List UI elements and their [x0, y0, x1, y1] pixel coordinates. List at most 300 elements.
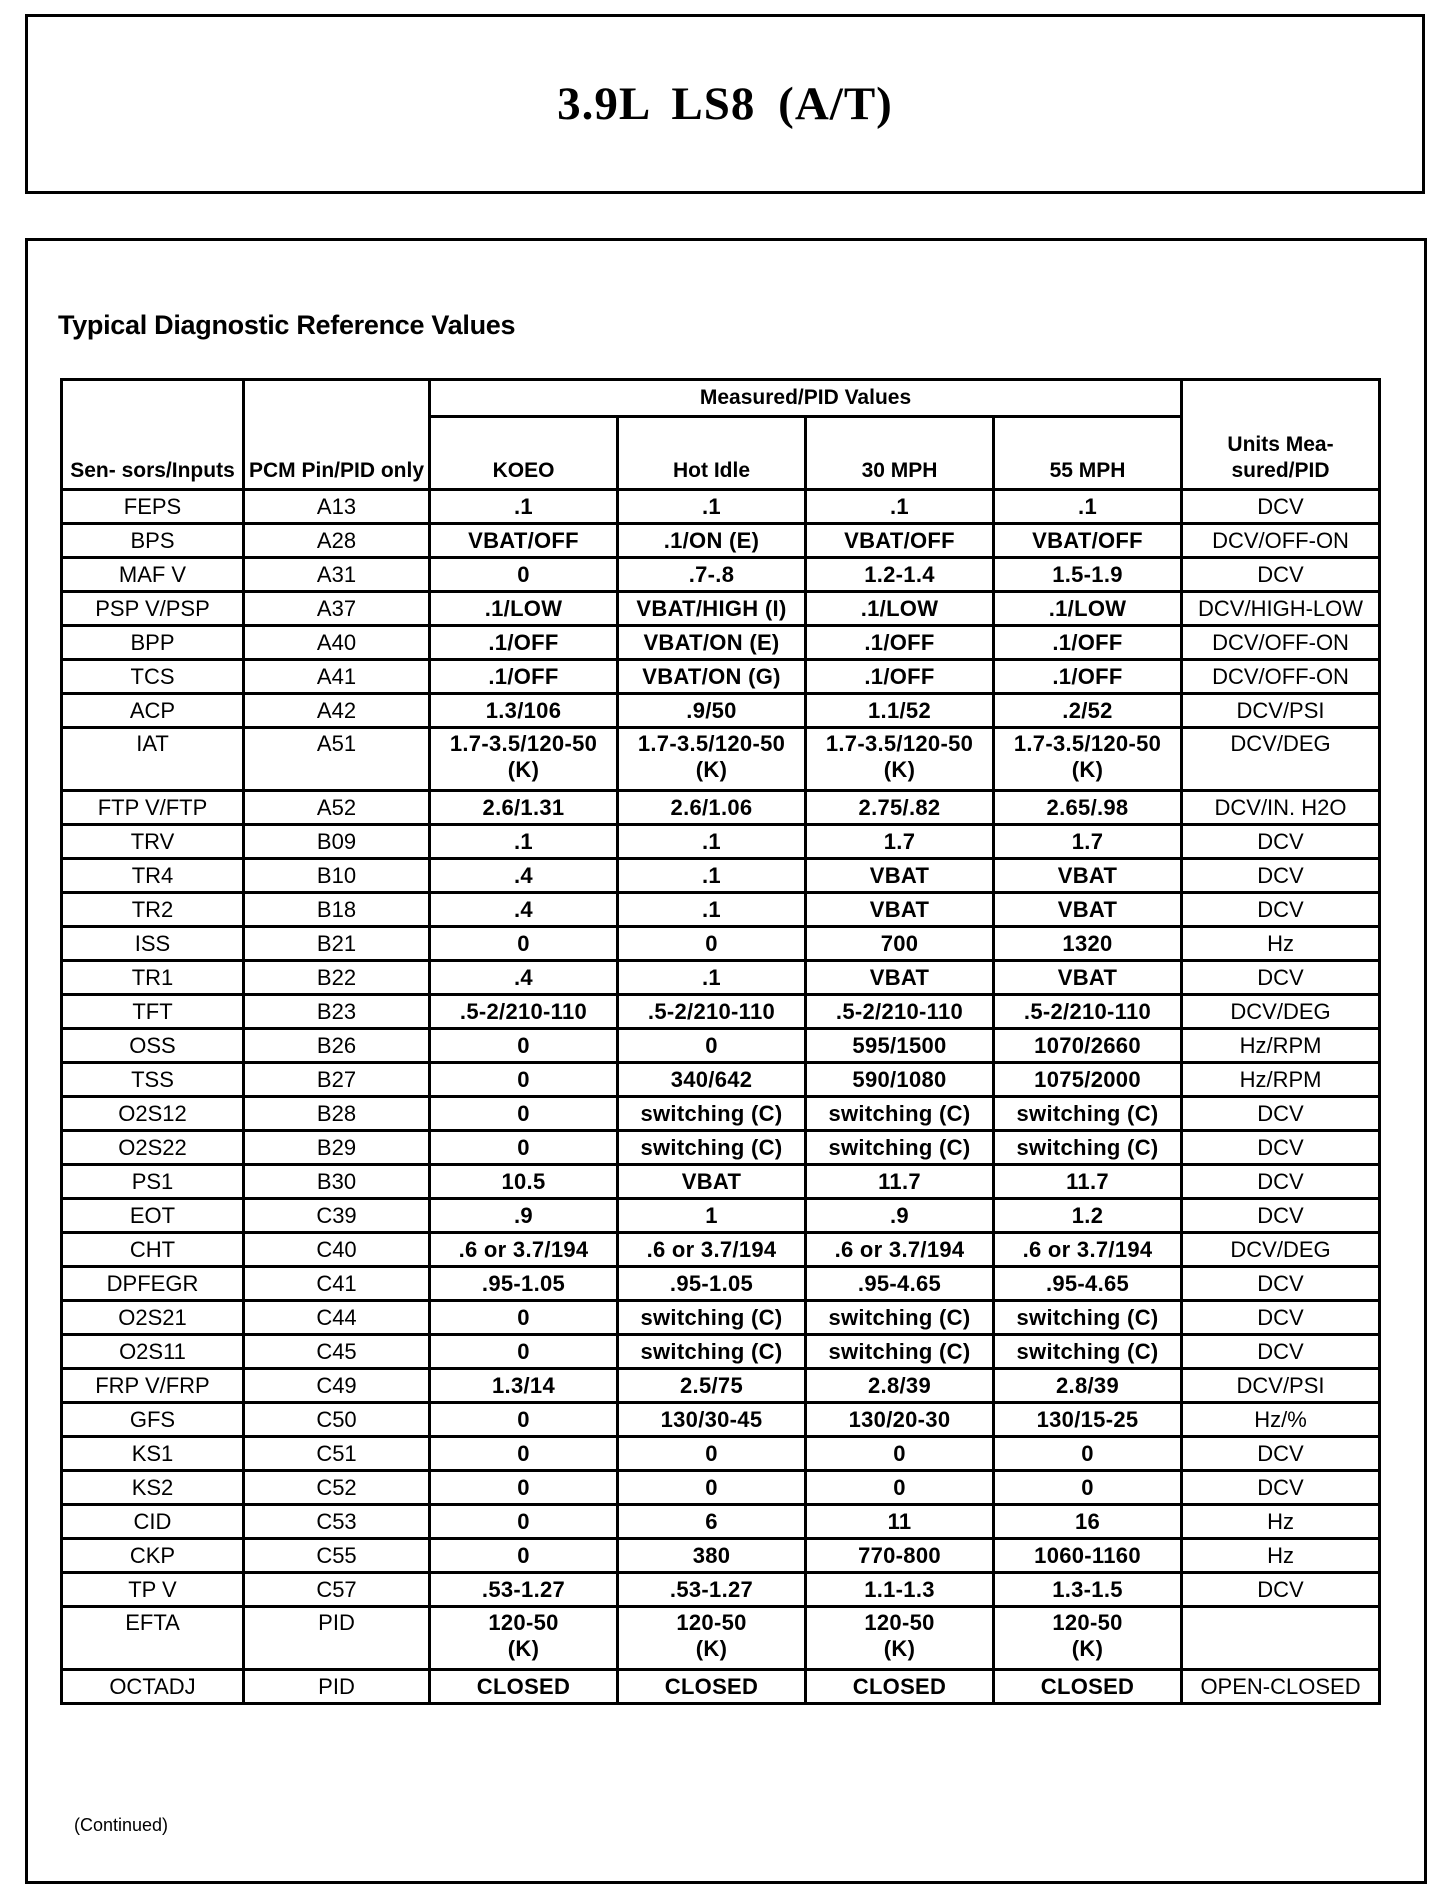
mph55-value [994, 694, 1182, 728]
table-row [62, 1131, 1380, 1165]
table-row [62, 1573, 1380, 1607]
hot-idle-value-text: switching (C) [640, 1134, 783, 1160]
mph30-value-text: switching (C) [828, 1304, 971, 1330]
mph55-value-text: .95-4.65 [1045, 1270, 1130, 1296]
mph30-value [806, 1505, 994, 1539]
hot-idle-value [618, 1097, 806, 1131]
pcm-pin [244, 1131, 430, 1165]
mph30-value-text: .5-2/210-110 [835, 998, 964, 1024]
units-value-text: DCV [1257, 1338, 1304, 1364]
header-units: Units Mea- sured/PID [1182, 380, 1380, 490]
header-pin: PCM Pin/PID only [244, 380, 430, 490]
hot-idle-value [618, 626, 806, 660]
pcm-pin-text: A51 [316, 731, 357, 756]
mph30-value [806, 1063, 994, 1097]
mph55-value [994, 1267, 1182, 1301]
hot-idle-value-text: 2.5/75 [680, 1372, 743, 1398]
pcm-pin [244, 1165, 430, 1199]
mph30-value-text: VBAT [869, 862, 930, 888]
table-row [62, 1267, 1380, 1301]
hot-idle-value [618, 1539, 806, 1573]
pcm-pin-text: B28 [316, 1100, 357, 1126]
sensor-name-text: PS1 [131, 1168, 174, 1194]
mph55-value [994, 1233, 1182, 1267]
mph30-value-text: .1/OFF [864, 663, 935, 689]
mph30-value [806, 791, 994, 825]
hot-idle-value [618, 1301, 806, 1335]
units-value-text: DCV/DEG [1230, 998, 1331, 1024]
koeo-value-text: 10.5 [501, 1168, 546, 1194]
mph30-value-text: .1 [890, 493, 909, 519]
units-value [1182, 961, 1380, 995]
units-value-text: DCV [1257, 561, 1304, 587]
units-value [1182, 1369, 1380, 1403]
mph55-value-text: .1/LOW [1048, 595, 1127, 621]
hot-idle-value-text: 0 [705, 930, 718, 956]
koeo-value [430, 825, 618, 859]
mph30-value [806, 1403, 994, 1437]
units-value [1182, 694, 1380, 728]
koeo-value-text: 1.3/106 [485, 697, 562, 723]
units-value-text: DCV [1257, 1576, 1304, 1602]
pcm-pin-text: A37 [316, 595, 357, 621]
koeo-value-text: CLOSED [476, 1673, 571, 1699]
table-row [62, 1165, 1380, 1199]
pcm-pin-text: C52 [316, 1474, 357, 1500]
units-value-text: Hz/RPM [1239, 1066, 1322, 1092]
units-value-text: Hz/RPM [1239, 1032, 1322, 1058]
hot-idle-value [618, 592, 806, 626]
koeo-value-text: 0 [517, 1440, 530, 1466]
mph55-value-text: VBAT/OFF [1032, 527, 1143, 553]
units-value [1182, 626, 1380, 660]
units-value-text: DCV/OFF-ON [1212, 527, 1349, 553]
koeo-value [430, 1131, 618, 1165]
table-row [62, 558, 1380, 592]
mph30-value-text: 1.7-3.5/120-50 [825, 731, 974, 756]
table-row [62, 1437, 1380, 1471]
units-value [1182, 490, 1380, 524]
units-value-text: DCV [1257, 896, 1304, 922]
pcm-pin [244, 728, 430, 791]
hot-idle-value-text: 0 [705, 1474, 718, 1500]
koeo-value [430, 791, 618, 825]
pcm-pin-text: A31 [316, 561, 357, 587]
pcm-pin [244, 961, 430, 995]
units-value-text: DCV/IN. H2O [1214, 794, 1347, 820]
units-value-text: Hz [1267, 930, 1294, 956]
koeo-value [430, 1573, 618, 1607]
mph30-value [806, 1607, 994, 1670]
mph30-value-text: .95-4.65 [857, 1270, 942, 1296]
units-value-text: DCV [1257, 828, 1304, 854]
pcm-pin-text: C51 [316, 1440, 357, 1466]
pcm-pin-text: C45 [316, 1338, 357, 1364]
units-value-text: Hz/% [1254, 1406, 1307, 1432]
koeo-value-text: 0 [517, 1066, 530, 1092]
mph55-value-text: 1.7 [1071, 828, 1104, 854]
koeo-value-text: .4 [514, 896, 533, 922]
pcm-pin-text: B27 [316, 1066, 357, 1092]
hot-idle-value-text: 1 [705, 1202, 718, 1228]
table-row [62, 927, 1380, 961]
sensor-name [62, 1403, 244, 1437]
mph30-value [806, 626, 994, 660]
mph30-value-text: 1.7 [883, 828, 916, 854]
table-row [62, 961, 1380, 995]
table-body [62, 490, 1380, 1704]
units-value [1182, 1029, 1380, 1063]
mph55-value-text: 16 [1074, 1508, 1101, 1534]
pcm-pin-text: B29 [316, 1134, 357, 1160]
koeo-value-line2: (K) [507, 757, 540, 782]
sensor-name [62, 1199, 244, 1233]
mph30-value-text: 1.1-1.3 [864, 1576, 935, 1602]
pcm-pin-text: C40 [316, 1236, 357, 1262]
hot-idle-value-text: 1.7-3.5/120-50 [637, 731, 786, 756]
units-value [1182, 791, 1380, 825]
mph30-value-text: 770-800 [858, 1542, 941, 1568]
hot-idle-value [618, 660, 806, 694]
mph55-value-text: VBAT [1057, 862, 1118, 888]
hot-idle-value [618, 490, 806, 524]
units-value [1182, 524, 1380, 558]
sensor-name-text: FTP V/FTP [97, 794, 208, 820]
pcm-pin-text: B22 [316, 964, 357, 990]
units-value [1182, 859, 1380, 893]
hot-idle-value-text: 0 [705, 1032, 718, 1058]
koeo-value-text: 0 [517, 1508, 530, 1534]
mph55-value [994, 1437, 1182, 1471]
sensor-name-text: FEPS [123, 493, 182, 519]
sensor-name-text: PSP V/PSP [95, 595, 210, 621]
pcm-pin [244, 694, 430, 728]
mph55-value-text: 130/15-25 [1036, 1406, 1139, 1432]
table-row [62, 694, 1380, 728]
koeo-value [430, 1301, 618, 1335]
hot-idle-value-text: VBAT/HIGH (I) [636, 595, 787, 621]
units-value-text: DCV [1257, 1100, 1304, 1126]
mph55-value-line2: (K) [1071, 1636, 1104, 1661]
hot-idle-value-text: .1/ON (E) [663, 527, 760, 553]
koeo-value [430, 728, 618, 791]
koeo-value [430, 1063, 618, 1097]
hot-idle-value [618, 1505, 806, 1539]
koeo-value [430, 1199, 618, 1233]
sensor-name [62, 1165, 244, 1199]
pcm-pin [244, 859, 430, 893]
hot-idle-value-text: .1 [702, 862, 721, 888]
units-value [1182, 1165, 1380, 1199]
hot-idle-value-text: switching (C) [640, 1100, 783, 1126]
hot-idle-value-text: switching (C) [640, 1338, 783, 1364]
sensor-name [62, 626, 244, 660]
sensor-name-text: O2S21 [118, 1304, 187, 1330]
sensor-name-text: ACP [129, 697, 176, 723]
pcm-pin-text: A42 [316, 697, 357, 723]
mph30-value-text: VBAT [869, 896, 930, 922]
table-row [62, 626, 1380, 660]
mph55-value-text: .1/OFF [1052, 629, 1123, 655]
mph55-value-text: 1.3-1.5 [1052, 1576, 1123, 1602]
pcm-pin-text: B23 [316, 998, 357, 1024]
koeo-value [430, 626, 618, 660]
mph55-value-text: 1.7-3.5/120-50 [1013, 731, 1162, 756]
mph55-value [994, 558, 1182, 592]
hot-idle-value-text: 120-50 [676, 1610, 747, 1635]
pcm-pin-text: C41 [316, 1270, 357, 1296]
hot-idle-value-text: VBAT/ON (E) [643, 629, 780, 655]
sensor-name [62, 1233, 244, 1267]
pcm-pin [244, 1471, 430, 1505]
hot-idle-value [618, 1403, 806, 1437]
pcm-pin [244, 1335, 430, 1369]
mph30-value [806, 1471, 994, 1505]
table-row [62, 1233, 1380, 1267]
pcm-pin-text: PID [318, 1610, 355, 1635]
header-hot-idle: Hot Idle [618, 417, 806, 490]
koeo-value-text: 0 [517, 1100, 530, 1126]
sensor-name-text: O2S11 [119, 1338, 186, 1364]
mph30-value [806, 524, 994, 558]
sensor-name-text: TR4 [131, 862, 174, 888]
hot-idle-value-line2: (K) [695, 1636, 728, 1661]
pcm-pin [244, 927, 430, 961]
koeo-value-text: VBAT/OFF [468, 527, 579, 553]
pcm-pin-text: A41 [316, 663, 357, 689]
mph55-value [994, 1165, 1182, 1199]
sensor-name-text: OSS [129, 1032, 176, 1058]
sensor-name-text: TCS [130, 663, 175, 689]
units-value-text: DCV [1257, 1440, 1304, 1466]
units-value [1182, 1301, 1380, 1335]
mph30-value [806, 558, 994, 592]
pcm-pin [244, 592, 430, 626]
mph30-value-text: .6 or 3.7/194 [834, 1236, 965, 1262]
mph30-value [806, 694, 994, 728]
hot-idle-value-text: 380 [692, 1542, 731, 1568]
mph30-value-text: switching (C) [828, 1100, 971, 1126]
units-value [1182, 1267, 1380, 1301]
koeo-value [430, 1233, 618, 1267]
mph55-value-text: .6 or 3.7/194 [1022, 1236, 1153, 1262]
sensor-name [62, 592, 244, 626]
pcm-pin [244, 1097, 430, 1131]
table-row [62, 859, 1380, 893]
koeo-value-text: .4 [514, 862, 533, 888]
mph30-value [806, 825, 994, 859]
pcm-pin [244, 524, 430, 558]
sensor-name-text: ISS [134, 930, 171, 956]
sensor-name [62, 1335, 244, 1369]
pcm-pin [244, 660, 430, 694]
koeo-value-line2: (K) [507, 1636, 540, 1661]
sensor-name [62, 995, 244, 1029]
sensor-name [62, 524, 244, 558]
pcm-pin-text: A40 [316, 629, 357, 655]
units-value-text: DCV [1257, 1270, 1304, 1296]
hot-idle-value [618, 1267, 806, 1301]
header-koeo: KOEO [430, 417, 618, 490]
sensor-name [62, 1063, 244, 1097]
mph55-value [994, 1029, 1182, 1063]
mph30-value [806, 1369, 994, 1403]
koeo-value-text: .9 [514, 1202, 533, 1228]
pcm-pin [244, 825, 430, 859]
sensor-name-text: FRP V/FRP [95, 1372, 210, 1398]
hot-idle-value [618, 1131, 806, 1165]
koeo-value-text: 0 [517, 1032, 530, 1058]
koeo-value-text: 0 [517, 1406, 530, 1432]
mph30-value [806, 1267, 994, 1301]
pcm-pin-text: B26 [316, 1032, 357, 1058]
mph30-value [806, 1131, 994, 1165]
mph55-value [994, 1335, 1182, 1369]
koeo-value-text: .4 [514, 964, 533, 990]
pcm-pin [244, 558, 430, 592]
mph55-value-text: switching (C) [1016, 1100, 1159, 1126]
table-row [62, 791, 1380, 825]
mph30-value-text: CLOSED [852, 1673, 947, 1699]
koeo-value-text: 0 [517, 1474, 530, 1500]
hot-idle-value-text: .6 or 3.7/194 [646, 1236, 777, 1262]
hot-idle-value [618, 1063, 806, 1097]
mph55-value [994, 1471, 1182, 1505]
sensor-name-text: O2S12 [118, 1100, 187, 1126]
hot-idle-value-text: VBAT/ON (G) [642, 663, 781, 689]
table-row [62, 1063, 1380, 1097]
sensor-name-text: TFT [132, 998, 173, 1024]
pcm-pin [244, 1403, 430, 1437]
table-row [62, 728, 1380, 791]
koeo-value [430, 1471, 618, 1505]
sensor-name [62, 893, 244, 927]
sensor-name [62, 660, 244, 694]
continued-note: (Continued) [74, 1815, 169, 1835]
units-value [1182, 1335, 1380, 1369]
pcm-pin [244, 626, 430, 660]
mph30-value-text: 590/1080 [852, 1066, 947, 1092]
table-row [62, 592, 1380, 626]
hot-idle-value-text: CLOSED [664, 1673, 759, 1699]
sensor-name [62, 1267, 244, 1301]
mph55-value-text: 2.8/39 [1056, 1372, 1119, 1398]
mph30-value [806, 1165, 994, 1199]
hot-idle-value [618, 1573, 806, 1607]
sensor-name-text: TR1 [131, 964, 174, 990]
hot-idle-value [618, 961, 806, 995]
mph30-value [806, 1233, 994, 1267]
pcm-pin [244, 791, 430, 825]
sensor-name [62, 728, 244, 791]
koeo-value [430, 558, 618, 592]
sensor-name [62, 490, 244, 524]
sensor-name [62, 791, 244, 825]
mph55-value-text: .1 [1078, 493, 1097, 519]
units-value-text: DCV [1257, 493, 1304, 519]
sensor-name [62, 1471, 244, 1505]
koeo-value [430, 1670, 618, 1704]
pcm-pin [244, 995, 430, 1029]
mph55-value [994, 660, 1182, 694]
units-value-text: Hz [1267, 1508, 1294, 1534]
hot-idle-value [618, 825, 806, 859]
mph55-value-text: CLOSED [1040, 1673, 1135, 1699]
mph55-value-text: VBAT [1057, 896, 1118, 922]
hot-idle-value [618, 1029, 806, 1063]
mph55-value [994, 1131, 1182, 1165]
koeo-value [430, 660, 618, 694]
sensor-name-text: KS1 [131, 1440, 174, 1466]
units-value [1182, 1199, 1380, 1233]
pcm-pin [244, 1607, 430, 1670]
mph55-value [994, 1607, 1182, 1670]
koeo-value [430, 893, 618, 927]
units-value [1182, 1573, 1380, 1607]
mph55-value [994, 791, 1182, 825]
pcm-pin [244, 1539, 430, 1573]
table-row [62, 1607, 1380, 1670]
mph30-value [806, 1670, 994, 1704]
pcm-pin-text: A13 [316, 493, 357, 519]
units-value [1182, 1670, 1380, 1704]
hot-idle-value [618, 791, 806, 825]
header-55-mph: 55 MPH [994, 417, 1182, 490]
pcm-pin [244, 1301, 430, 1335]
mph30-value-text: .1/LOW [860, 595, 939, 621]
hot-idle-value-text: 6 [705, 1508, 718, 1534]
units-value [1182, 728, 1380, 791]
units-value [1182, 1539, 1380, 1573]
units-value [1182, 825, 1380, 859]
sensor-name-text: CID [133, 1508, 172, 1534]
sensor-name-text: GFS [129, 1406, 176, 1432]
units-value-text: DCV/PSI [1236, 1372, 1325, 1398]
koeo-value-text: .1 [514, 493, 533, 519]
hot-idle-value [618, 1199, 806, 1233]
units-value [1182, 1403, 1380, 1437]
sensor-name [62, 1670, 244, 1704]
table-row [62, 1670, 1380, 1704]
koeo-value [430, 1029, 618, 1063]
mph30-value-text: 1.1/52 [868, 697, 931, 723]
mph55-value [994, 1403, 1182, 1437]
pcm-pin [244, 1369, 430, 1403]
mph55-value [994, 592, 1182, 626]
table-row [62, 1335, 1380, 1369]
mph55-value [994, 626, 1182, 660]
section-title: Typical Diagnostic Reference Values [58, 310, 516, 340]
hot-idle-value-text: .1 [702, 896, 721, 922]
sensor-name-text: BPS [130, 527, 175, 553]
mph55-value-text: .2/52 [1062, 697, 1113, 723]
header-measured-group: Measured/PID Values [430, 380, 1182, 417]
mph30-value-text: 11.7 [878, 1168, 921, 1194]
mph30-value-text: 130/20-30 [848, 1406, 951, 1432]
mph30-value-text: 120-50 [864, 1610, 935, 1635]
pcm-pin-text: C50 [316, 1406, 357, 1432]
mph30-value-text: VBAT/OFF [844, 527, 955, 553]
pcm-pin [244, 1199, 430, 1233]
mph30-value [806, 490, 994, 524]
sensor-name-text: KS2 [131, 1474, 174, 1500]
mph30-value-text: 11 [887, 1508, 912, 1534]
units-value [1182, 1233, 1380, 1267]
table-row [62, 1301, 1380, 1335]
units-value [1182, 1063, 1380, 1097]
units-value-text: DCV [1257, 1304, 1304, 1330]
mph55-value [994, 859, 1182, 893]
